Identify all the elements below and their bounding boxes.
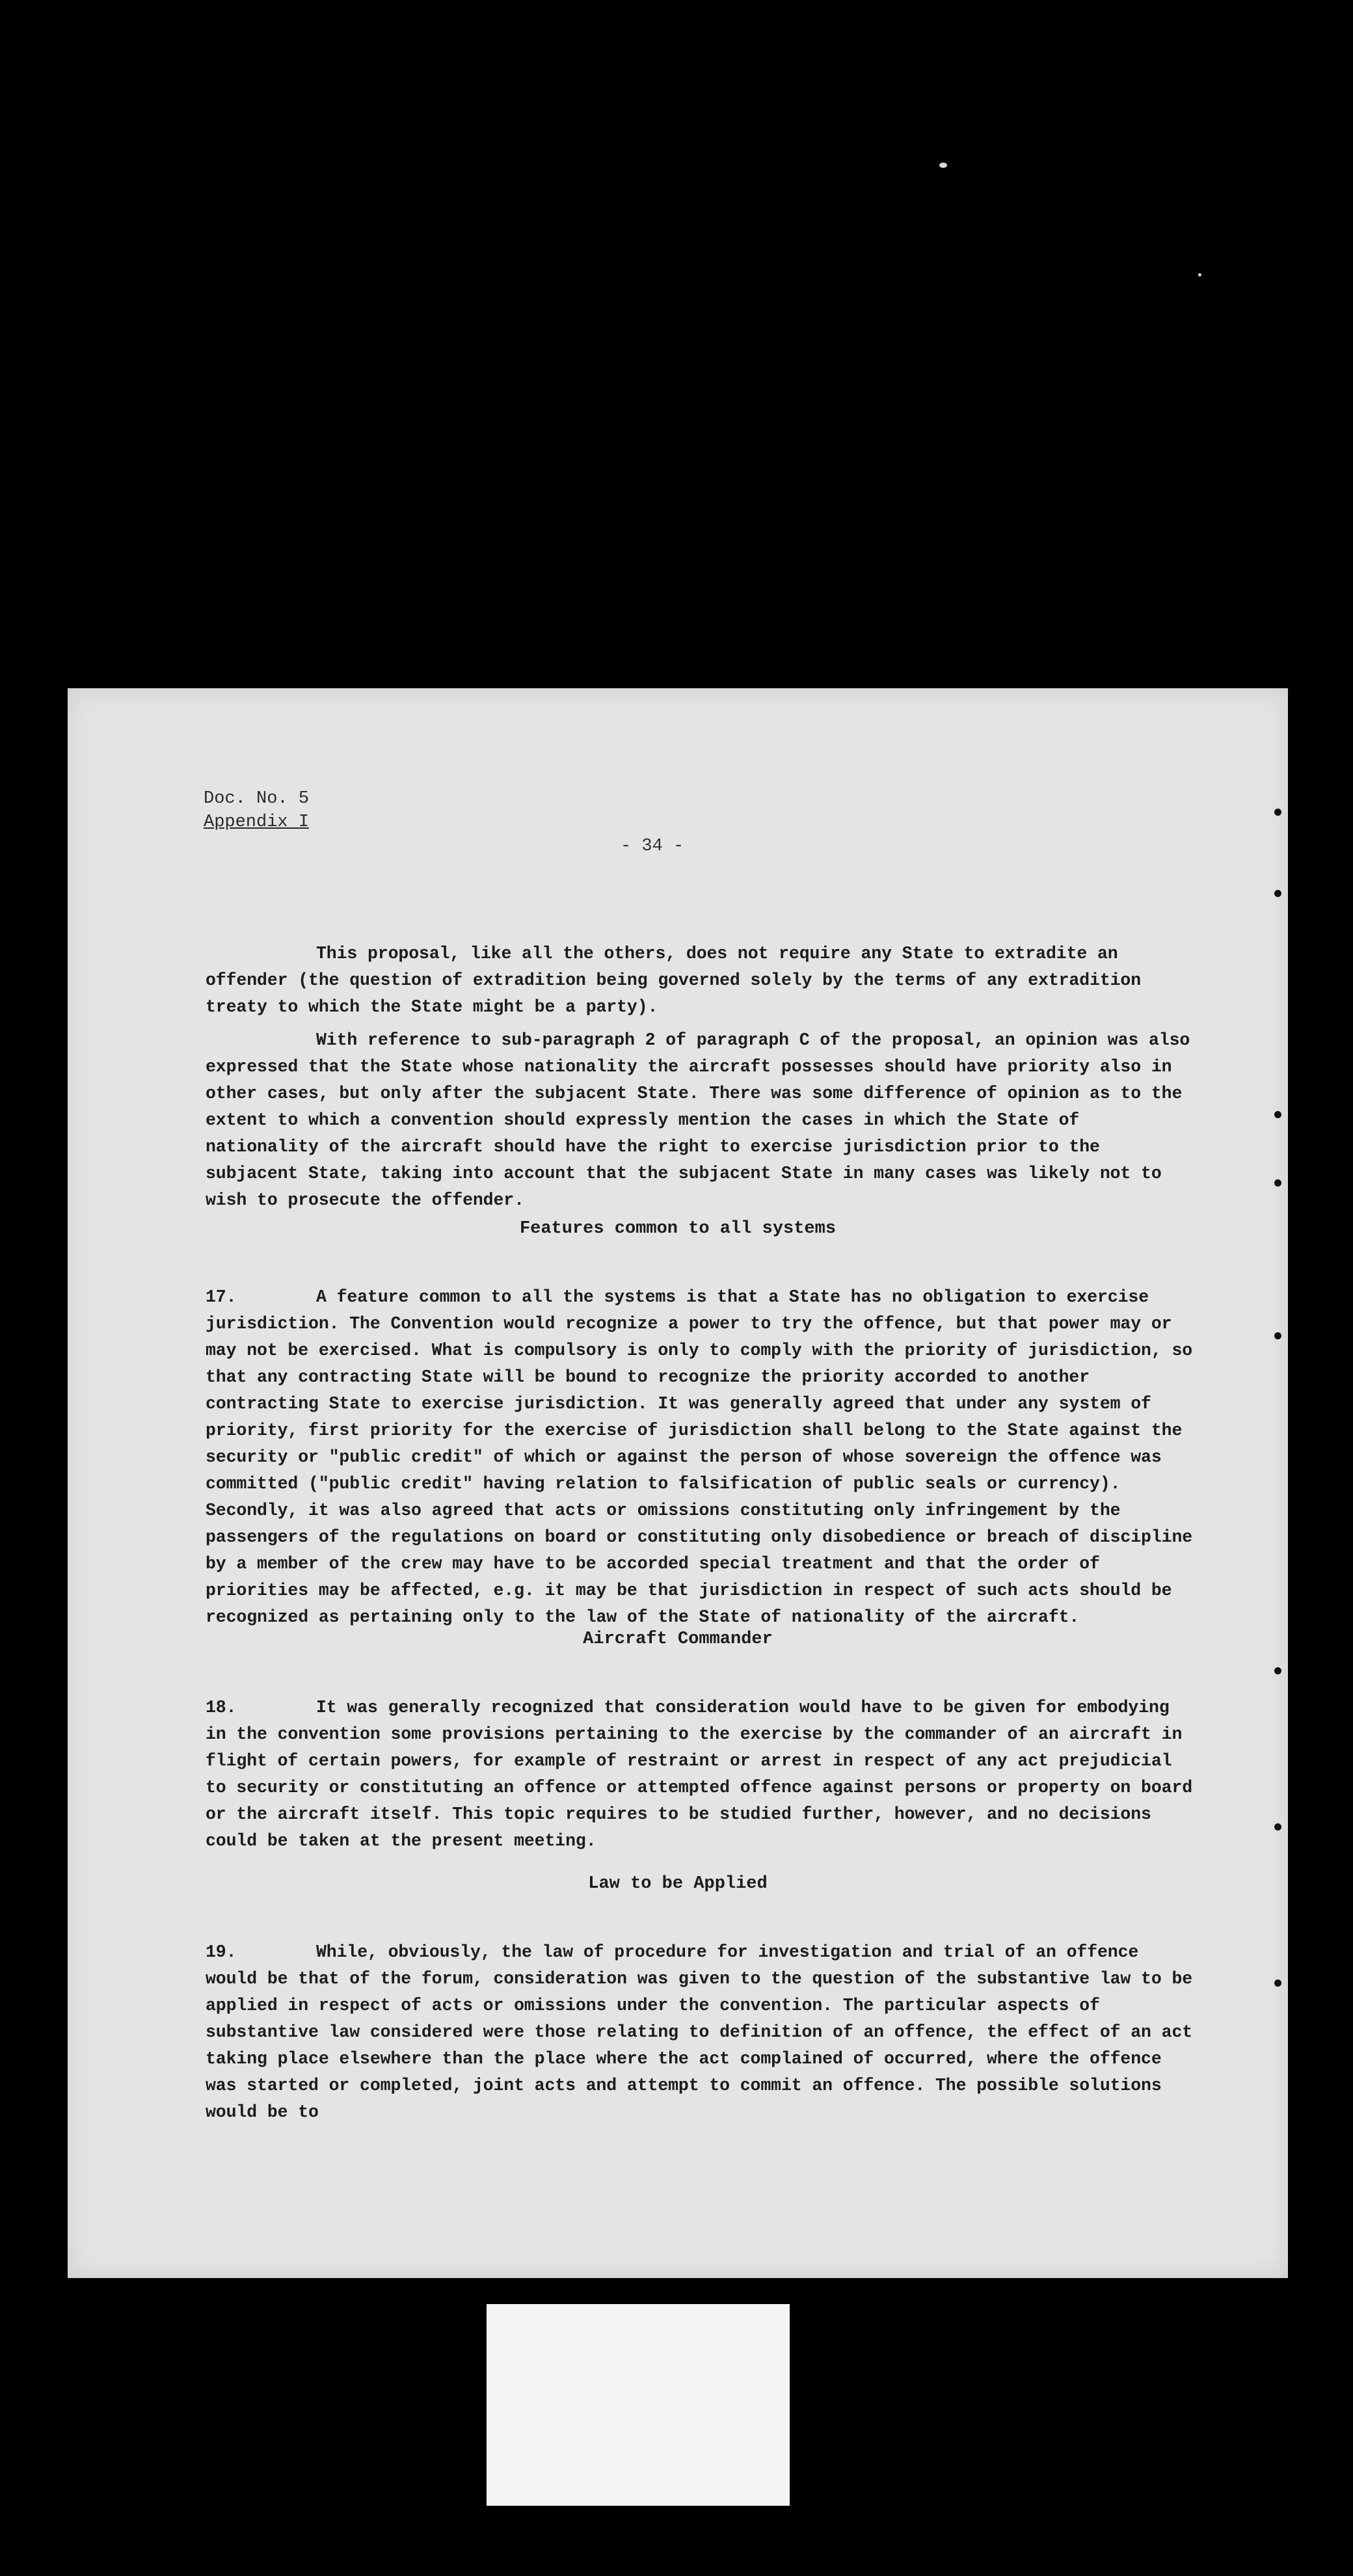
heading-law-to-be-applied-text: Law to be Applied <box>588 1874 768 1894</box>
section-17 <box>206 1257 1194 1631</box>
blank-target-card <box>487 2304 790 2506</box>
section-17-text: A feature common to all the systems is that a State has no obligation to exercise jurisdiction. The Convention would recognize a power to try the offence, but that power may or may not be exercised. What is compulsory is only to comply with the priority of jurisdiction, so that any contracting State will be bound to recognize the priority accorded to another contracting State to exercise jurisdiction. It was generally agreed that under any system of priority, first priority for the exercise of jurisdiction shall belong to the State against the security or "public credit" of which or against the person of whose sovereign the offence was committed ("public credit" having relation to falsification of public seals or currency). Secondly, it was also agreed that acts or omissions constituting only infringement by the passengers of the regulations on board or constituting only disobedience or breach of discipline by a member of the crew may have to be accorded special treatment and that the order of priorities may be affected, e.g. it may be that jurisdiction in respect of such acts should be recognized as pertaining only to the law of the State of nationality of the aircraft. <box>206 1287 1193 1627</box>
binder-hole <box>1274 890 1281 897</box>
section-19-text: While, obviously, the law of procedure for investigation and trial of an offence would be that of the forum, consideration was given to the question of the substantive law to be applied in respect of acts or omissions under the convention. The particular aspects of substantive law considered were those relating to definition of an offence, the effect of an act taking place elsewhere than the place where the act complained of occurred, where the offence was started or completed, joint acts and attempt to commit an offence. The possible solutions would be to <box>206 1942 1193 2122</box>
heading-law-to-be-applied <box>68 1874 1288 1894</box>
film-speck <box>939 163 947 168</box>
heading-features-text: Features common to all systems <box>519 1219 837 1239</box>
section-18-text: It was generally recognized that consideration would have to be given for embodying in the convention some provisions pertaining to the exercise by the commander of an aircraft in flight of certain powers, for example of restraint or arrest in respect of any act prejudicial to security or constituting an offence or attempted offence against persons or property on board or the aircraft itself. This topic requires to be studied further, however, and no decisions could be taken at the present meeting. <box>206 1698 1193 1851</box>
section-number: 18. <box>206 1698 237 1717</box>
section-number: 17. <box>206 1287 237 1307</box>
doc-number: Doc. No. 5 <box>204 789 310 809</box>
binder-hole <box>1274 1667 1281 1674</box>
binder-hole <box>1274 1979 1281 1987</box>
binder-hole <box>1274 1332 1281 1339</box>
section-number: 19. <box>206 1942 237 1962</box>
paragraph-extradition-text: This proposal, like all the others, does not require any State to extradite an offender (the question of extradition being governed solely by the terms of any extradition treaty to which the State might be a party). <box>206 944 1142 1017</box>
appendix-label: Appendix I <box>204 812 310 832</box>
section-19 <box>206 1912 1194 2126</box>
binder-hole <box>1274 1111 1281 1118</box>
heading-aircraft-commander <box>68 1630 1288 1649</box>
paragraph-priority-text: With reference to sub-paragraph 2 of paragraph C of the proposal, an opinion was also expressed that the State whose nationality the aircraft possesses should have priority also in other cases, but only after the subjacent State. There was some difference of opinion as to the extent to which a convention should expressly mention the cases in which the State of nationality of the aircraft should have the right to exercise jurisdiction prior to the subjacent State, taking into account that the subjacent State in many cases was likely not to wish to prosecute the offender. <box>206 1030 1190 1210</box>
heading-features <box>68 1219 1288 1239</box>
heading-aircraft-commander-text: Aircraft Commander <box>583 1630 773 1649</box>
binder-hole <box>1274 1823 1281 1831</box>
page-number: - 34 - <box>621 837 684 856</box>
document-header <box>204 787 309 834</box>
section-18 <box>206 1668 1194 1855</box>
paragraph-priority <box>206 1000 1194 1214</box>
film-speck <box>1198 273 1201 276</box>
binder-hole <box>1274 1179 1281 1187</box>
binder-hole <box>1274 809 1281 816</box>
document-page <box>68 688 1288 2278</box>
